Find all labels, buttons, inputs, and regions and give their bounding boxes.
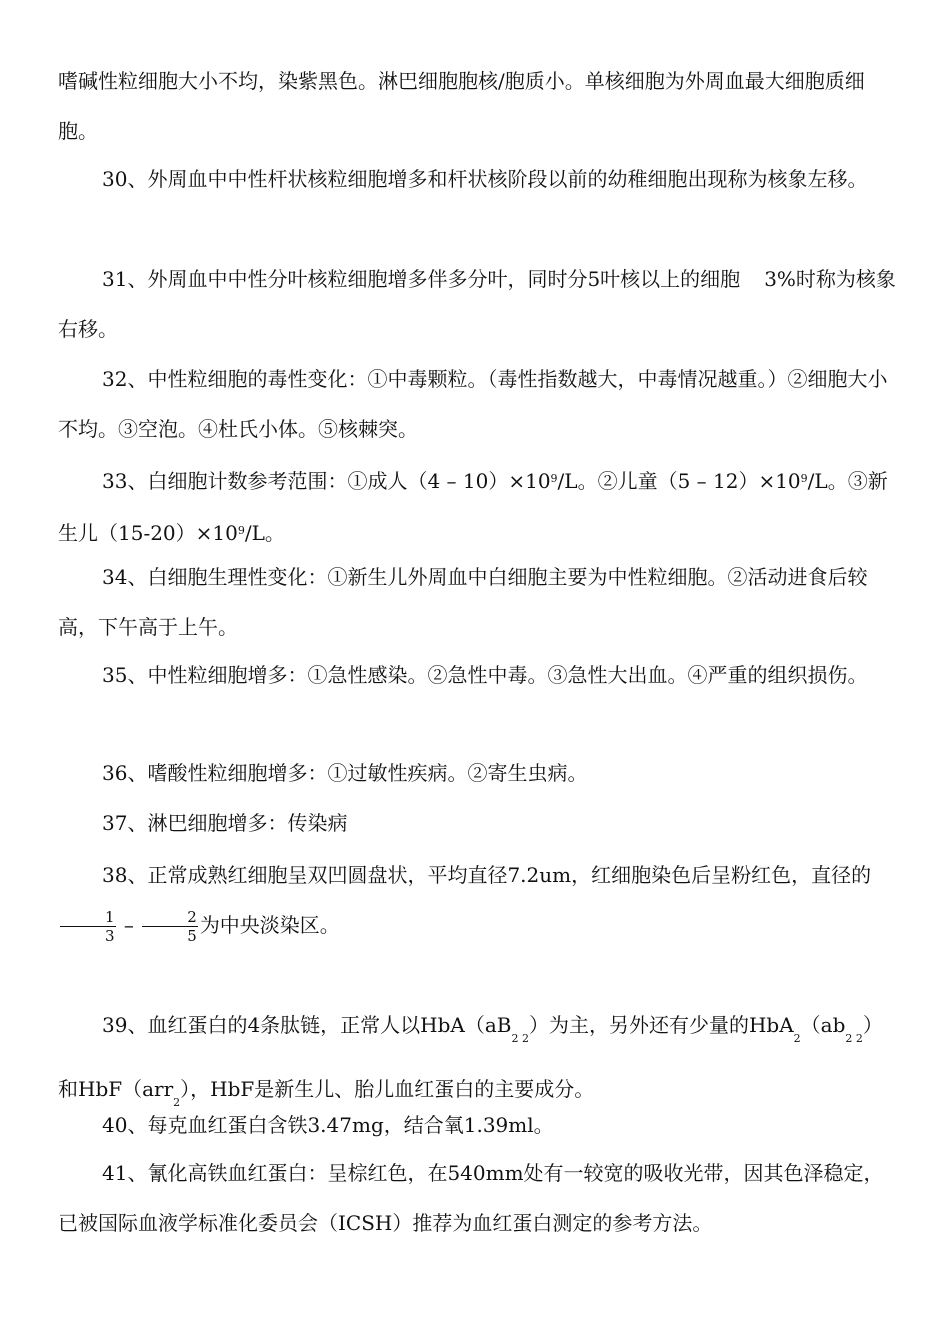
- paragraph-34: 34、白细胞生理性变化：①新生儿外周血中白细胞主要为中性粒细胞。②活动进食后较高，下午高于上午。: [58, 565, 868, 639]
- p33-d: /L。: [244, 521, 285, 545]
- paragraph-30: 30、外周血中中性杆状核粒细胞增多和杆状核阶段以前的幼稚细胞出现称为核象左移。: [102, 167, 868, 191]
- p33-sup-1: 9: [550, 472, 558, 485]
- p39-sub-3: 2 2: [845, 1032, 863, 1045]
- fraction-two-fifths: [142, 908, 198, 945]
- p33-b: /L。②儿童（5 – 12）×10: [557, 469, 801, 493]
- paragraph-36: 36、嗜酸性粒细胞增多：①过敏性疾病。②寄生虫病。: [102, 761, 588, 785]
- p39-sub-2: 2: [793, 1032, 801, 1045]
- fraction-2-denominator: 5: [187, 927, 197, 945]
- p38-b: 为中央淡染区。: [199, 913, 340, 937]
- paragraph-37: 37、淋巴细胞增多：传染病: [102, 811, 348, 835]
- p39-e: ），HbF是新生儿、胎儿血红蛋白的主要成分。: [180, 1077, 595, 1101]
- p33-sup-2: 9: [800, 472, 808, 485]
- paragraph-31-part-a: 31、外周血中中性分叶核粒细胞增多伴多分叶，同时分5叶核以上的细胞: [102, 267, 741, 291]
- p39-d: ）和HbF（arr: [58, 1013, 883, 1101]
- paragraph-35: 35、中性粒细胞增多：①急性感染。②急性中毒。③急性大出血。④严重的组织损伤。: [102, 663, 868, 687]
- p33-a: 33、白细胞计数参考范围：①成人（4 – 10）×10: [102, 469, 551, 493]
- paragraph-38: [58, 850, 898, 950]
- p39-sub-1: 2 2: [511, 1032, 529, 1045]
- p38-dash: –: [117, 913, 141, 937]
- paragraph-41: 41、氰化高铁血红蛋白：呈棕红色，在540mm处有一较宽的吸收光带，因其色泽稳定，已被国际血液学标准化委员会（ICSH）推荐为血红蛋白测定的参考方法。: [58, 1161, 884, 1235]
- fraction-1-numerator: 1: [60, 908, 116, 927]
- fraction-one-third: [60, 908, 116, 945]
- fraction-1-denominator: 3: [105, 927, 115, 945]
- paragraph-31: [58, 254, 898, 354]
- paragraph-33: [58, 454, 898, 558]
- paragraph-32: 32、中性粒细胞的毒性变化：①中毒颗粒。（毒性指数越大，中毒情况越重。）②细胞大小不均。③空泡。④杜氏小体。⑤核棘突。: [58, 367, 888, 441]
- p38-a: 38、正常成熟红细胞呈双凹圆盘状，平均直径7.2um，红细胞染色后呈粉红色，直径的: [102, 863, 872, 887]
- paragraph-40: 40、每克血红蛋白含铁3.47mg，结合氧1.39ml。: [102, 1113, 554, 1137]
- p39-b: ）为主，另外还有少量的HbA: [528, 1013, 794, 1037]
- p39-sub-4: 2: [173, 1096, 181, 1109]
- p39-c: （ab: [800, 1013, 846, 1037]
- p33-sup-3: 9: [237, 524, 245, 537]
- p39-a: 39、血红蛋白的4条肽链，正常人以HbA（aB: [102, 1013, 512, 1037]
- paragraph-31-part-b: 3%时称为核象右移。: [58, 267, 896, 341]
- p33-c: /L。③新生儿（15-20）×10: [58, 469, 888, 545]
- paragraph-basophil: 嗜碱性粒细胞大小不均，染紫黑色。淋巴细胞胞核/胞质小。单核细胞为外周血最大细胞质细胞。: [58, 69, 865, 143]
- fraction-2-numerator: 2: [142, 908, 198, 927]
